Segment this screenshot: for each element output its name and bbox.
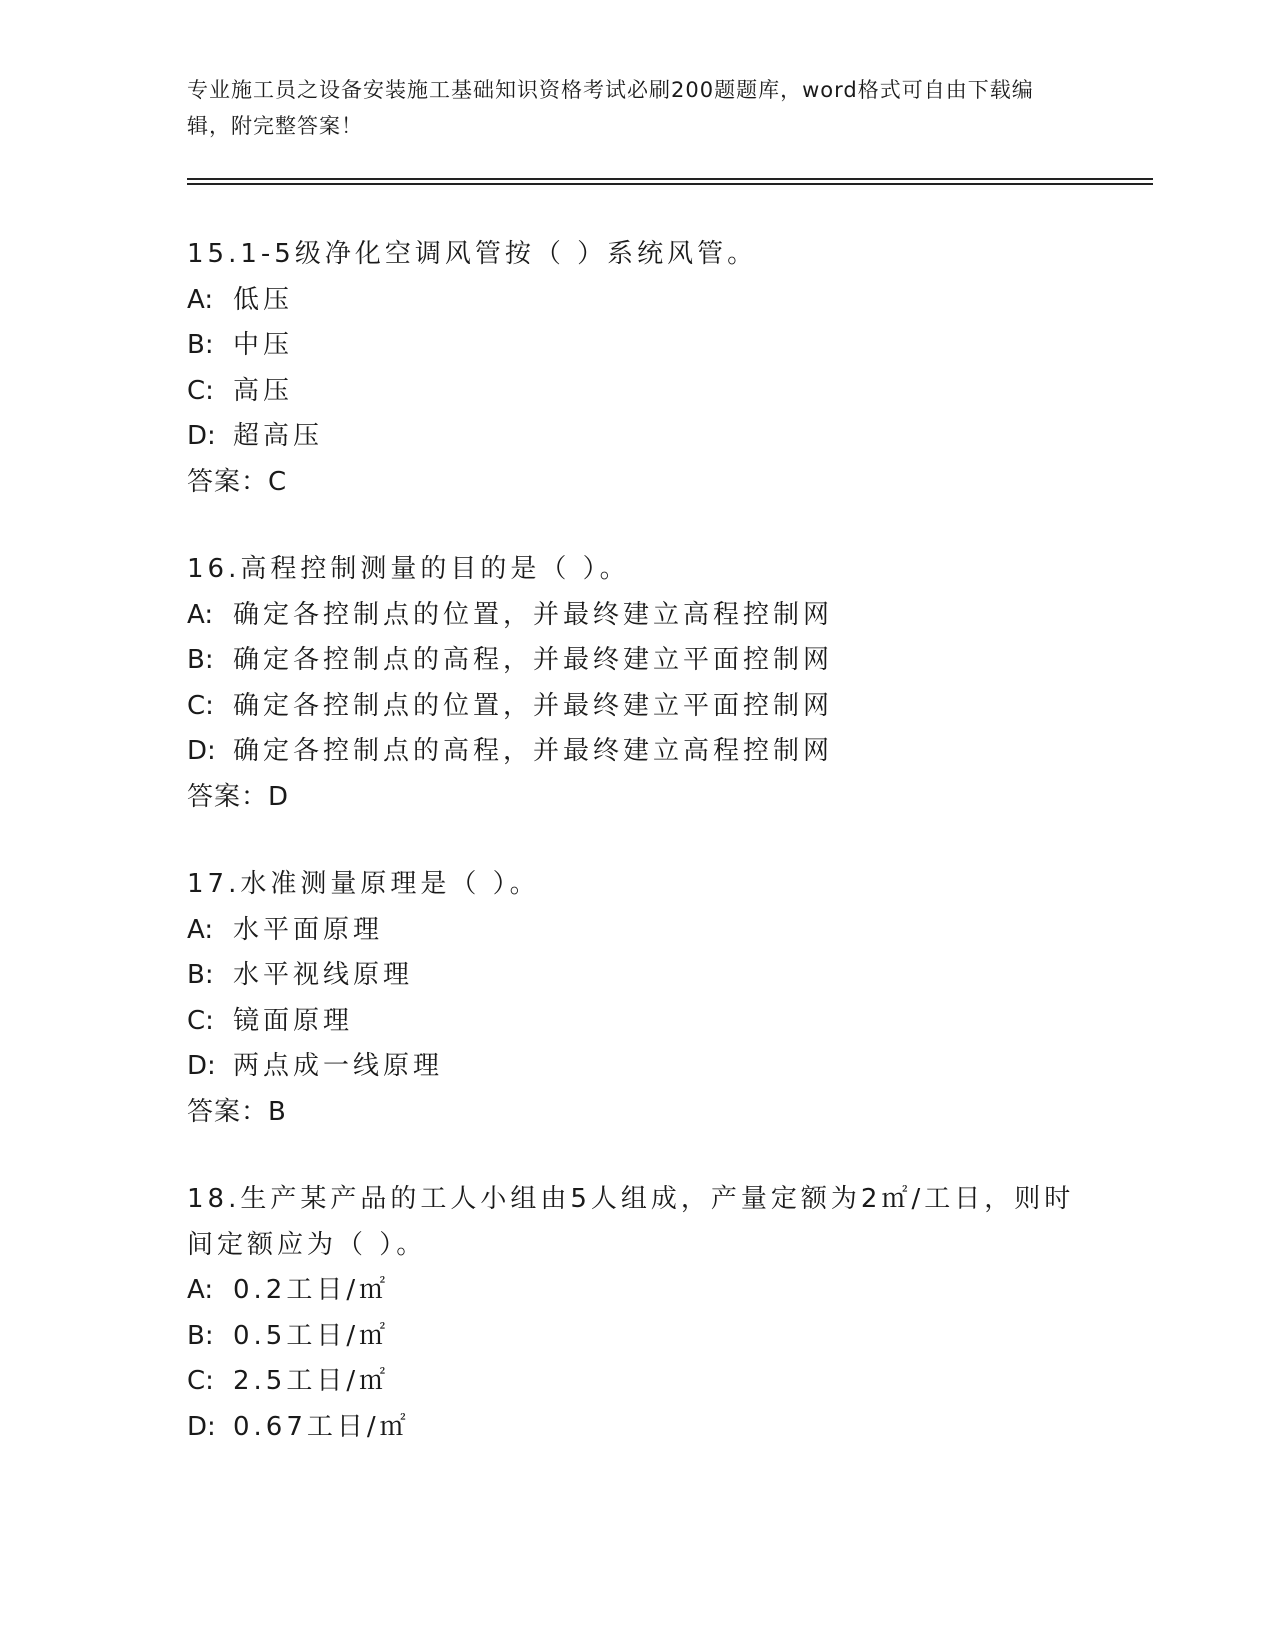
option-text: 镜面原理 (233, 1005, 354, 1036)
option-text: 确定各控制点的位置，并最终建立高程控制网 (233, 599, 834, 630)
option-text: 中压 (233, 330, 294, 360)
option-c (187, 369, 1153, 415)
answer-label: 答案： (187, 466, 269, 497)
option-b (187, 1314, 1153, 1360)
header-divider-top (187, 178, 1153, 180)
option-letter: B: (187, 1320, 214, 1351)
answer-label: 答案： (187, 781, 269, 812)
question-text (187, 862, 1087, 908)
option-text: 两点成一线原理 (233, 1051, 444, 1081)
option-text: 低压 (233, 284, 294, 315)
option-b (187, 638, 1153, 684)
option-letter: A: (187, 914, 214, 945)
question-stem: 1-5级净化空调风管按（ ）系统风管。 (240, 239, 758, 269)
question-text (187, 1177, 1087, 1268)
answer-value: D (268, 781, 290, 812)
answer-value: C (268, 466, 288, 497)
option-text: 确定各控制点的位置，并最终建立平面控制网 (233, 690, 834, 721)
option-c (187, 684, 1153, 730)
option-letter: A: (187, 599, 214, 630)
option-letter: B: (187, 645, 214, 675)
option-text: 确定各控制点的高程，并最终建立高程控制网 (233, 736, 834, 766)
option-d (187, 729, 1153, 775)
option-text: 0.67工日/㎡ (233, 1411, 410, 1442)
option-text: 水平面原理 (233, 914, 384, 945)
option-a (187, 593, 1153, 639)
option-letter: C: (187, 690, 214, 721)
option-a (187, 1268, 1153, 1314)
answer-label: 答案： (187, 1096, 269, 1127)
document-header: 专业施工员之设备安装施工基础知识资格考试必刷200题题库，word格式可自由下载编辑，附完整答案！ (187, 78, 1034, 138)
option-b (187, 323, 1153, 369)
question-stem: 高程控制测量的目的是（ ）。 (240, 554, 630, 584)
answer-line (187, 460, 1153, 506)
option-letter: D: (187, 736, 216, 766)
option-letter: A: (187, 1275, 214, 1305)
question-stem: 水准测量原理是（ ）。 (240, 869, 540, 899)
option-b (187, 953, 1153, 999)
option-text: 超高压 (233, 421, 324, 451)
option-text: 0.5工日/㎡ (233, 1320, 390, 1351)
option-c (187, 1359, 1153, 1405)
option-d (187, 1044, 1153, 1090)
question-number: 16. (187, 554, 241, 584)
question-text (187, 232, 1087, 278)
question-number: 17. (187, 869, 241, 899)
option-c (187, 999, 1153, 1045)
option-text: 0.2工日/㎡ (233, 1275, 390, 1305)
answer-line (187, 1090, 1153, 1136)
option-text: 确定各控制点的高程，并最终建立平面控制网 (233, 645, 834, 675)
question-text (187, 547, 1087, 593)
option-letter: B: (187, 960, 214, 990)
option-letter: C: (187, 1005, 214, 1036)
option-text: 水平视线原理 (233, 960, 414, 990)
option-letter: D: (187, 1411, 216, 1442)
answer-value: B (268, 1096, 287, 1127)
option-letter: D: (187, 421, 216, 451)
option-a (187, 278, 1153, 324)
option-text: 高压 (233, 375, 294, 406)
option-letter: D: (187, 1051, 216, 1081)
option-a (187, 908, 1153, 954)
header-divider-bottom (187, 183, 1153, 185)
option-letter: C: (187, 375, 214, 406)
question-list (187, 232, 1153, 1492)
question-15 (187, 232, 1153, 505)
option-letter: B: (187, 330, 214, 360)
option-d (187, 414, 1153, 460)
question-number: 15. (187, 239, 241, 269)
option-text: 2.5工日/㎡ (233, 1366, 390, 1396)
question-16 (187, 547, 1153, 820)
question-number: 18. (187, 1184, 241, 1214)
question-stem: 生产某产品的工人小组由5人组成，产量定额为2㎡/工日，则时间定额应为（ ）。 (187, 1184, 1075, 1260)
question-18 (187, 1177, 1153, 1450)
option-d (187, 1405, 1153, 1451)
option-letter: C: (187, 1366, 214, 1396)
question-17 (187, 862, 1153, 1135)
option-letter: A: (187, 284, 214, 315)
answer-line (187, 775, 1153, 821)
